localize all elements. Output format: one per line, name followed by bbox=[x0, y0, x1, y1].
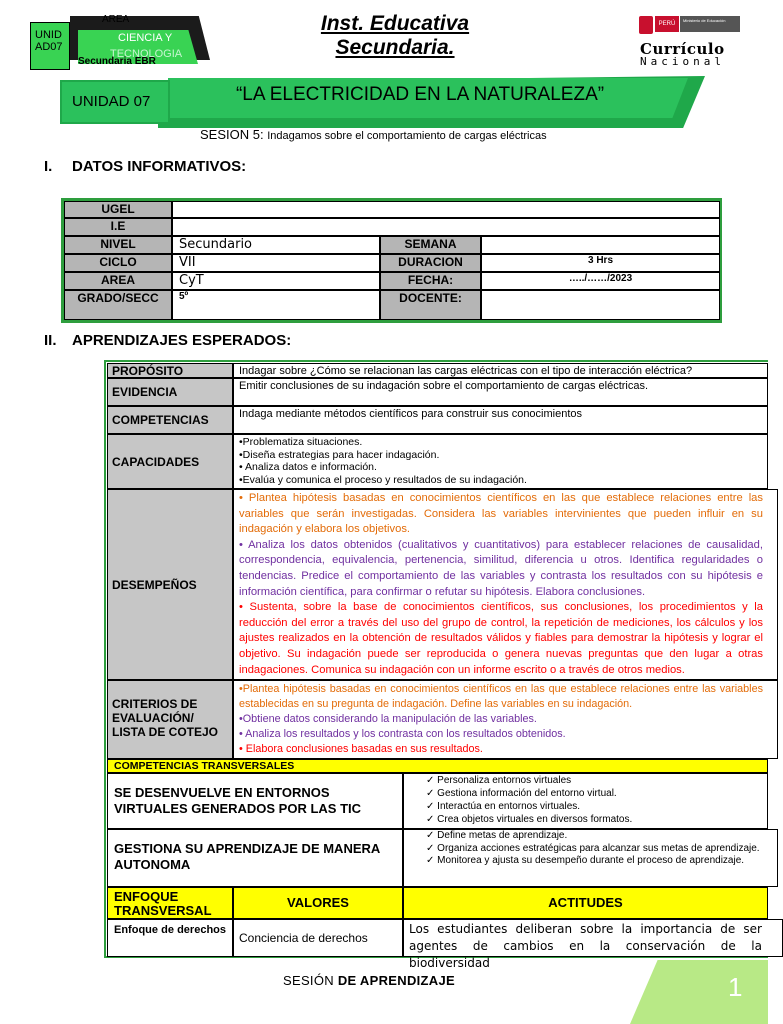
autonoma-list bbox=[403, 829, 778, 887]
criterio-item: •Plantea hipótesis basadas en conocimientos científicos en las que establece relaciones entre las variables establecidas en su pregunta de indagación. Define las variables en su indagación. bbox=[239, 683, 763, 710]
tic-item: ✓ Personaliza entornos virtuales bbox=[426, 775, 572, 786]
page-number-shape bbox=[630, 960, 768, 1024]
criterios-list bbox=[233, 680, 778, 759]
duracion-value: 3 Hrs bbox=[481, 254, 720, 272]
ugel-value bbox=[172, 201, 720, 218]
unit-badge: UNID AD07 bbox=[30, 22, 70, 70]
evidencia-label: EVIDENCIA bbox=[107, 378, 233, 406]
capacidad-item: •Evalúa y comunica el proceso y resultados de su indagación. bbox=[239, 473, 527, 486]
logo-peru: PERÚ bbox=[655, 16, 679, 32]
desempeno-item: • Sustenta, sobre la base de conocimientos científicos, sus conclusiones, los procedimientos y la reducción del error a través del uso del grupo de control, la repetición de mediciones, los cálculos y los ajustes realizados en la obtención de resultados válidos y fiables para demostrar la hipótesis y lograr el objetivo. Su indagación puede ser reproducida o genera nuevas preguntas que den lugar a otras indagaciones. Comunica su indagación con un informe escrito o a través de otros medios. bbox=[239, 601, 763, 676]
unit-label: UNIDAD 07 bbox=[72, 93, 151, 110]
logo-ministerio: Ministerio de Educación bbox=[680, 16, 740, 32]
footer-title: SESIÓN DE APRENDIZAJE bbox=[283, 973, 455, 988]
competencias-transversales-header: COMPETENCIAS TRANSVERSALES bbox=[107, 759, 768, 773]
ciclo-value: VII bbox=[172, 254, 380, 272]
autonoma-label: GESTIONA SU APRENDIZAJE DE MANERA AUTONOMA bbox=[107, 829, 403, 887]
duracion-label: DURACION bbox=[380, 254, 481, 272]
criterios-label: CRITERIOS DE EVALUACIÓN/ LISTA DE COTEJO bbox=[107, 680, 233, 759]
section-1-title: DATOS INFORMATIVOS: bbox=[72, 158, 247, 175]
docente-label: DOCENTE: bbox=[380, 290, 481, 320]
criterio-item: • Analiza los resultados y los contrasta con los resultados obtenidos. bbox=[239, 728, 566, 740]
grado-value: 5º bbox=[172, 290, 380, 320]
badge-secundaria: Secundaria EBR bbox=[78, 56, 156, 67]
section-2-title: APRENDIZAJES ESPERADOS: bbox=[72, 332, 292, 349]
capacidad-item: •Diseña estrategias para hacer indagación. bbox=[239, 448, 440, 461]
tic-list bbox=[403, 773, 768, 829]
ie-label: I.E bbox=[64, 218, 172, 236]
criterio-item: •Obtiene datos considerando la manipulación de las variables. bbox=[239, 713, 537, 725]
ie-value bbox=[172, 218, 720, 236]
grado-label: GRADO/SECC bbox=[64, 290, 172, 320]
actitud-value: Los estudiantes deliberan sobre la importancia de ser agentes de cambios en la conservación de la biodiversidad bbox=[403, 919, 783, 957]
tic-label: SE DESENVUELVE EN ENTORNOS VIRTUALES GENERADOS POR LAS TIC bbox=[107, 773, 403, 829]
nivel-value: Secundario bbox=[172, 236, 380, 254]
logo-nacional: Nacional bbox=[640, 55, 725, 68]
semana-value bbox=[481, 236, 720, 254]
fecha-label: FECHA: bbox=[380, 272, 481, 290]
ugel-label: UGEL bbox=[64, 201, 172, 218]
competencias-label: COMPETENCIAS bbox=[107, 406, 233, 434]
tic-item: ✓ Interactúa en entornos virtuales. bbox=[426, 801, 581, 812]
unit-title: “LA ELECTRICIDAD EN LA NATURALEZA” bbox=[235, 84, 605, 105]
page-number: 1 bbox=[728, 972, 743, 1002]
docente-value bbox=[481, 290, 720, 320]
section-1-number: I. bbox=[44, 158, 53, 175]
competencias-value: Indaga mediante métodos científicos para construir sus conocimientos bbox=[233, 406, 768, 434]
enfoque-value: Enfoque de derechos bbox=[107, 919, 233, 957]
capacidades-label: CAPACIDADES bbox=[107, 434, 233, 489]
evidencia-value: Emitir conclusiones de su indagación sobre el comportamiento de cargas eléctricas. bbox=[233, 378, 768, 406]
desempenos-list bbox=[233, 489, 778, 680]
badge-area: AREA bbox=[102, 14, 130, 25]
proposito-value: Indagar sobre ¿Cómo se relacionan las cargas eléctricas con el tipo de interacción eléctrica? bbox=[233, 363, 768, 378]
nivel-label: NIVEL bbox=[64, 236, 172, 254]
autonoma-item: ✓ Monitorea y ajusta su desempeño durante el proceso de aprendizaje. bbox=[426, 855, 745, 866]
desempeno-item: • Analiza los datos obtenidos (cualitativos y cuantitativos) para establecer relaciones de causalidad, correspondencia, equivalencia, pertenencia, similitud, diferencia u otros. Identifica regularidades o tendencias. Predice el comportamiento de las variables y contrasta los resultados con su hipótesis e información científica, para confirmar o refutar su hipótesis. Elabora conclusiones. bbox=[239, 538, 763, 598]
desempenos-label: DESEMPEÑOS bbox=[107, 489, 233, 680]
logo-curriculo: Currículo bbox=[640, 40, 725, 58]
enfoque-header: ENFOQUE TRANSVERSAL bbox=[107, 887, 233, 919]
shield-icon bbox=[639, 16, 653, 34]
fecha-value: …../……/2023 bbox=[481, 272, 720, 290]
autonoma-item: ✓ Organiza acciones estratégicas para alcanzar sus metas de aprendizaje. bbox=[426, 842, 760, 854]
session-line: SESION 5: Indagamos sobre el comportamiento de cargas eléctricas bbox=[200, 127, 547, 142]
semana-label: SEMANA bbox=[380, 236, 481, 254]
ciclo-label: CICLO bbox=[64, 254, 172, 272]
badge-ciencia: CIENCIA Y bbox=[118, 32, 173, 44]
capacidad-item: • Analiza datos e información. bbox=[239, 461, 377, 473]
institution-title: Inst. Educativa Secundaria. bbox=[320, 12, 470, 59]
tic-item: ✓ Gestiona información del entorno virtual. bbox=[426, 788, 617, 799]
capacidades-list bbox=[233, 434, 768, 489]
area-label: AREA bbox=[64, 272, 172, 290]
criterio-item: • Elabora conclusiones basadas en sus resultados. bbox=[239, 743, 483, 755]
valor-value: Conciencia de derechos bbox=[233, 919, 403, 957]
autonoma-item: ✓ Define metas de aprendizaje. bbox=[426, 830, 568, 841]
capacidad-item: •Problematiza situaciones. bbox=[239, 436, 363, 448]
section-2-number: II. bbox=[44, 332, 57, 349]
proposito-label: PROPÓSITO bbox=[107, 363, 233, 378]
tic-item: ✓ Crea objetos virtuales en diversos formatos. bbox=[426, 814, 633, 825]
valores-header: VALORES bbox=[233, 887, 403, 919]
badge-tecnologia: TECNOLOGIA bbox=[110, 48, 183, 60]
actitudes-header: ACTITUDES bbox=[403, 887, 768, 919]
area-value: CyT bbox=[172, 272, 380, 290]
desempeno-item: • Plantea hipótesis basadas en conocimientos científicos en las que establece relaciones entre las variables que serán investigadas. Considera las variables intervinientes que pueden influir en su indagación y elabora los objetivos. bbox=[239, 492, 763, 536]
